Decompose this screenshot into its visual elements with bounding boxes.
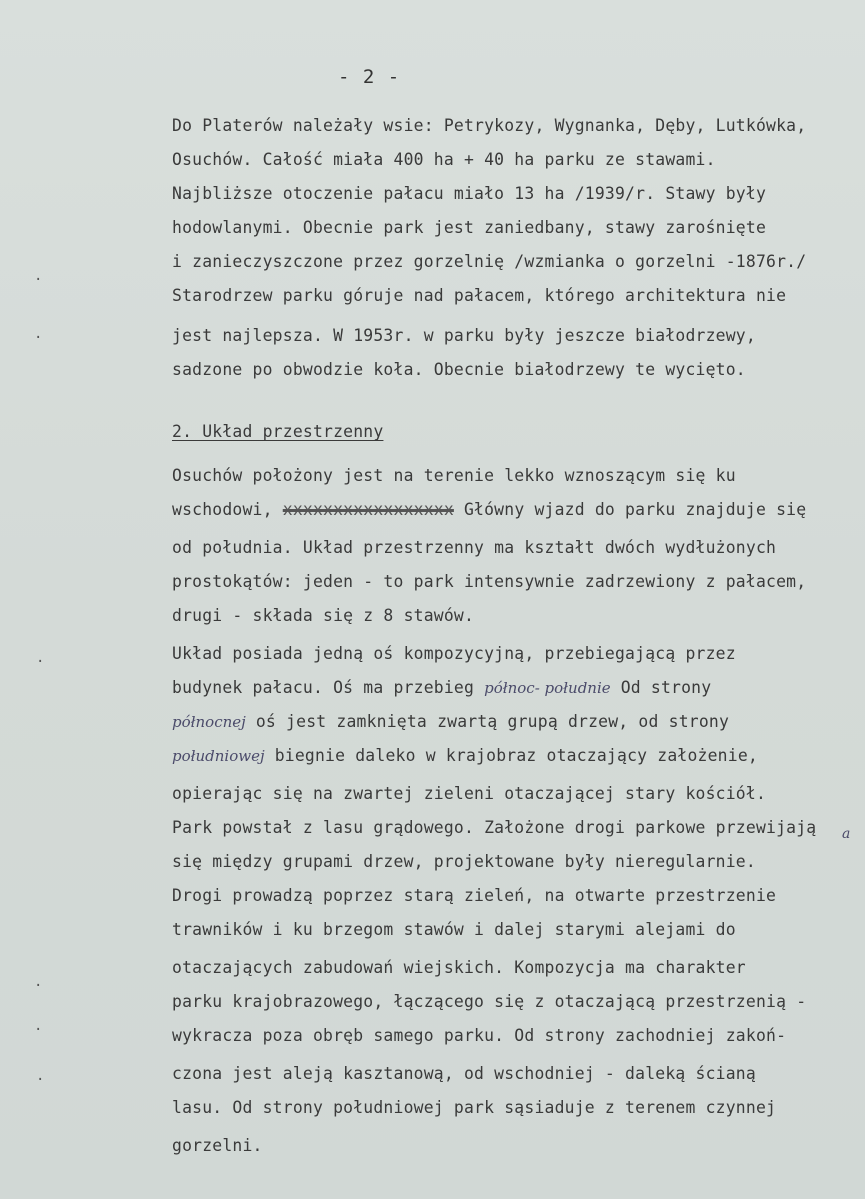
- margin-speck: ·: [34, 978, 43, 994]
- text-line: wykracza poza obręb samego parku. Od strony zachodniej zakoń-: [172, 1026, 787, 1045]
- text-line: Do Platerów należały wsie: Petrykozy, Wygnanka, Dęby, Lutkówka,: [172, 116, 807, 135]
- margin-speck: ·: [34, 330, 43, 346]
- page-number: - 2 -: [338, 66, 401, 88]
- text-line: [172, 712, 729, 732]
- text-line: [172, 678, 711, 698]
- text-line: gorzelni.: [172, 1136, 263, 1155]
- text-line: Układ posiada jedną oś kompozycyjną, przebiegającą przez: [172, 644, 736, 663]
- text-line: Najbliższe otoczenie pałacu miało 13 ha /1939/r. Stawy były: [172, 184, 767, 203]
- handwritten-note: południowej: [172, 747, 265, 765]
- text-line: trawników i ku brzegom stawów i dalej starymi alejami do: [172, 920, 736, 939]
- margin-speck: ·: [34, 272, 43, 288]
- text-line: się między grupami drzew, projektowane były nieregularnie.: [172, 852, 756, 871]
- section-heading: 2. Układ przestrzenny: [172, 422, 384, 441]
- margin-speck: ·: [36, 654, 45, 670]
- text-line: opierając się na zwartej zieleni otaczającej stary kościół.: [172, 784, 767, 803]
- text-line: od południa. Układ przestrzenny ma kształt dwóch wydłużonych: [172, 538, 777, 557]
- text-segment: oś jest zamknięta zwartą grupą drzew, od strony: [245, 712, 730, 731]
- text-line: [172, 746, 758, 766]
- text-line: czona jest aleją kasztanową, od wschodniej - daleką ścianą: [172, 1064, 756, 1083]
- text-line: parku krajobrazowego, łączącego się z otaczającą przestrzenią -: [172, 992, 807, 1011]
- text-segment: biegnie daleko w krajobraz otaczający założenie,: [264, 746, 758, 765]
- text-line: [172, 500, 806, 520]
- text-line: otaczających zabudowań wiejskich. Kompozycja ma charakter: [172, 958, 746, 977]
- text-segment: Od strony: [610, 678, 712, 697]
- text-line: hodowlanymi. Obecnie park jest zaniedbany, stawy zarośnięte: [172, 218, 767, 237]
- text-line: sadzone po obwodzie koła. Obecnie białodrzewy te wycięto.: [172, 360, 746, 379]
- text-segment: Główny wjazd do parku znajduje się: [453, 500, 807, 519]
- struck-text: xxxxxxxxxxxxxxxxx: [282, 500, 454, 519]
- text-line: Park powstał z lasu grądowego. Założone drogi parkowe przewijają: [172, 818, 817, 837]
- text-segment: budynek pałacu. Oś ma przebieg: [172, 678, 485, 697]
- text-line: lasu. Od strony południowej park sąsiaduje z terenem czynnej: [172, 1098, 777, 1117]
- text-segment: wschodowi,: [172, 500, 283, 519]
- margin-speck: ·: [34, 1022, 43, 1038]
- text-line: Starodrzew parku góruje nad pałacem, którego architektura nie: [172, 286, 787, 305]
- text-line: Osuchów. Całość miała 400 ha + 40 ha parku ze stawami.: [172, 150, 716, 169]
- text-line: Osuchów położony jest na terenie lekko wznoszącym się ku: [172, 466, 736, 485]
- text-line: jest najlepsza. W 1953r. w parku były jeszcze białodrzewy,: [172, 326, 756, 345]
- margin-correction: a: [842, 826, 851, 842]
- handwritten-note: północ- południe: [484, 679, 611, 697]
- text-line: prostokątów: jeden - to park intensywnie zadrzewiony z pałacem,: [172, 572, 807, 591]
- text-line: drugi - składa się z 8 stawów.: [172, 606, 475, 625]
- handwritten-note: północnej: [172, 713, 246, 731]
- text-line: i zanieczyszczone przez gorzelnię /wzmianka o gorzelni -1876r./: [172, 252, 807, 271]
- margin-speck: ·: [36, 1072, 45, 1088]
- text-line: Drogi prowadzą poprzez starą zieleń, na otwarte przestrzenie: [172, 886, 777, 905]
